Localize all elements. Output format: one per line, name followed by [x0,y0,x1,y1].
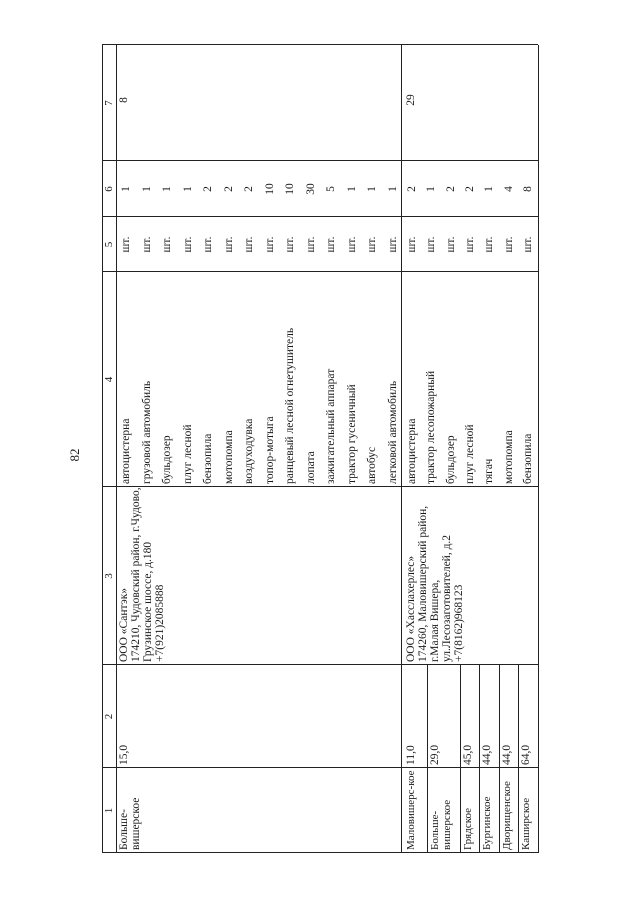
quantity-cell: 2 [463,186,476,192]
district-cell: Больше-вишерское [118,797,142,850]
equipment-name-cell: мотопомпа [222,430,235,484]
equipment-name-cell: зажигательный аппарат [325,368,337,484]
equipment-name-cell: трактор лесопожарный [425,370,438,484]
distance-cell: 11,0 [405,745,417,765]
distance-cell: 29,0 [429,744,441,765]
unit-cell: шт. [444,236,457,253]
distance-cell: 44,0 [481,744,493,765]
quantity-cell: 2 [243,186,255,192]
equipment-name-cell: грузовой автомобиль [140,380,153,484]
equipment-name-cell: автоцистерна [120,418,132,484]
equipment-name-cell: тягач [483,458,496,484]
total-cell: 29 [405,94,417,106]
district-cell: Бургинское [481,796,493,850]
quantity-cell: 1 [366,186,378,192]
unit-cell: шт. [243,236,255,253]
unit-cell: шт. [483,236,496,253]
unit-cell: шт. [304,236,317,253]
header-col-5: 5 [103,241,115,248]
unit-cell: шт. [345,236,358,253]
unit-cell: шт. [284,236,296,253]
table-rule [460,665,461,853]
district-cell: Маловишерс-кое [405,770,417,850]
quantity-cell: 5 [325,186,337,192]
quantity-cell: 1 [181,186,194,192]
distance-cell: 45,0 [462,744,474,765]
table-header-row [102,45,116,853]
table-rule [102,271,538,272]
quantity-cell: 1 [140,186,153,192]
equipment-name-cell: бульдозер [161,435,173,484]
page-number: 82 [67,448,82,462]
table-rule [102,45,103,853]
header-col-2: 2 [103,713,115,720]
equipment-name-cell: бензопила [202,433,214,484]
equipment-name-cell: топор-мотыга [263,416,276,484]
unit-cell: шт. [425,236,438,253]
distance-cell: 15,0 [118,744,130,765]
equipment-name-cell: бульдозер [444,435,457,484]
quantity-cell: 8 [521,186,534,192]
quantity-cell: 1 [120,186,132,192]
unit-cell: шт. [222,236,235,253]
quantity-cell: 2 [444,186,457,192]
table-rule [102,216,538,217]
company-info-cell: ООО «Сантэк» 174210, Чудовский район, г.Чудово, Грузинское шоссе, д.180 +7(921)2085888 [118,487,166,662]
table-rule [102,160,538,161]
unit-cell: шт. [325,236,337,253]
unit-cell: шт. [181,236,194,253]
distance-cell: 64,0 [520,744,532,765]
table-rule [538,45,539,853]
quantity-cell: 4 [502,186,515,192]
equipment-name-cell: автобус [366,446,378,484]
district-cell: Дворищенское [501,781,513,850]
unit-cell: шт. [386,236,399,253]
header-col-4: 4 [103,376,115,383]
quantity-cell: 1 [161,186,173,192]
quantity-cell: 10 [263,183,276,195]
district-cell: Больше-вишерское [429,799,453,850]
quantity-cell: 1 [483,186,496,192]
distance-cell: 44,0 [501,744,513,765]
unit-cell: шт. [521,236,534,253]
unit-cell: шт. [161,236,173,253]
header-col-7: 7 [103,100,115,106]
total-cell: 8 [118,97,130,103]
table-rule [401,45,402,853]
unit-cell: шт. [140,236,153,253]
unit-cell: шт. [120,236,132,253]
table-rule [102,767,538,768]
header-col-1: 1 [103,807,115,814]
quantity-cell: 1 [386,186,399,192]
equipment-name-cell: лопата [304,451,317,484]
equipment-name-cell: ранцевый лесной огнетушитель [284,327,296,484]
unit-cell: шт. [263,236,276,253]
quantity-cell: 10 [284,183,296,195]
rotated-table-frame [102,45,538,853]
equipment-table [102,45,538,853]
company-info-cell: ООО «Хасслахерлес» 174260, Маловишерский район, г.Малая Вишера, ул.Лесозаготовителей, д.2 +7(8162)968123 [405,505,465,662]
equipment-name-cell: автоцистерна [406,418,418,484]
district-cell: Каширское [520,797,532,850]
equipment-name-cell: легковой автомобиль [386,380,399,484]
equipment-name-cell: воздуходувка [243,418,255,484]
table-rule [499,665,500,853]
equipment-name-cell: бензопила [521,433,534,484]
quantity-cell: 2 [406,186,418,192]
quantity-cell: 1 [425,186,438,192]
table-rule [479,665,480,853]
equipment-name-cell: мотопомпа [502,430,515,484]
equipment-name-cell: плуг лесной [181,424,194,484]
unit-cell: шт. [406,236,418,253]
quantity-cell: 2 [202,186,214,192]
unit-cell: шт. [463,236,476,253]
district-cell: Грядское [462,807,474,850]
table-rule [518,665,519,853]
unit-cell: шт. [502,236,515,253]
header-col-3: 3 [103,573,115,579]
equipment-name-cell: плуг лесной [463,424,476,484]
table-rule [427,665,428,853]
table-rule [102,664,538,665]
header-col-6: 6 [103,186,115,192]
table-rule [116,45,117,853]
unit-cell: шт. [202,236,214,253]
quantity-cell: 2 [222,186,235,192]
quantity-cell: 30 [304,183,317,195]
table-rule [102,486,538,487]
table-rule [102,44,538,45]
unit-cell: шт. [366,236,378,253]
quantity-cell: 1 [345,186,358,192]
equipment-name-cell: трактор гусеничный [345,384,358,484]
table-rule [102,852,538,853]
